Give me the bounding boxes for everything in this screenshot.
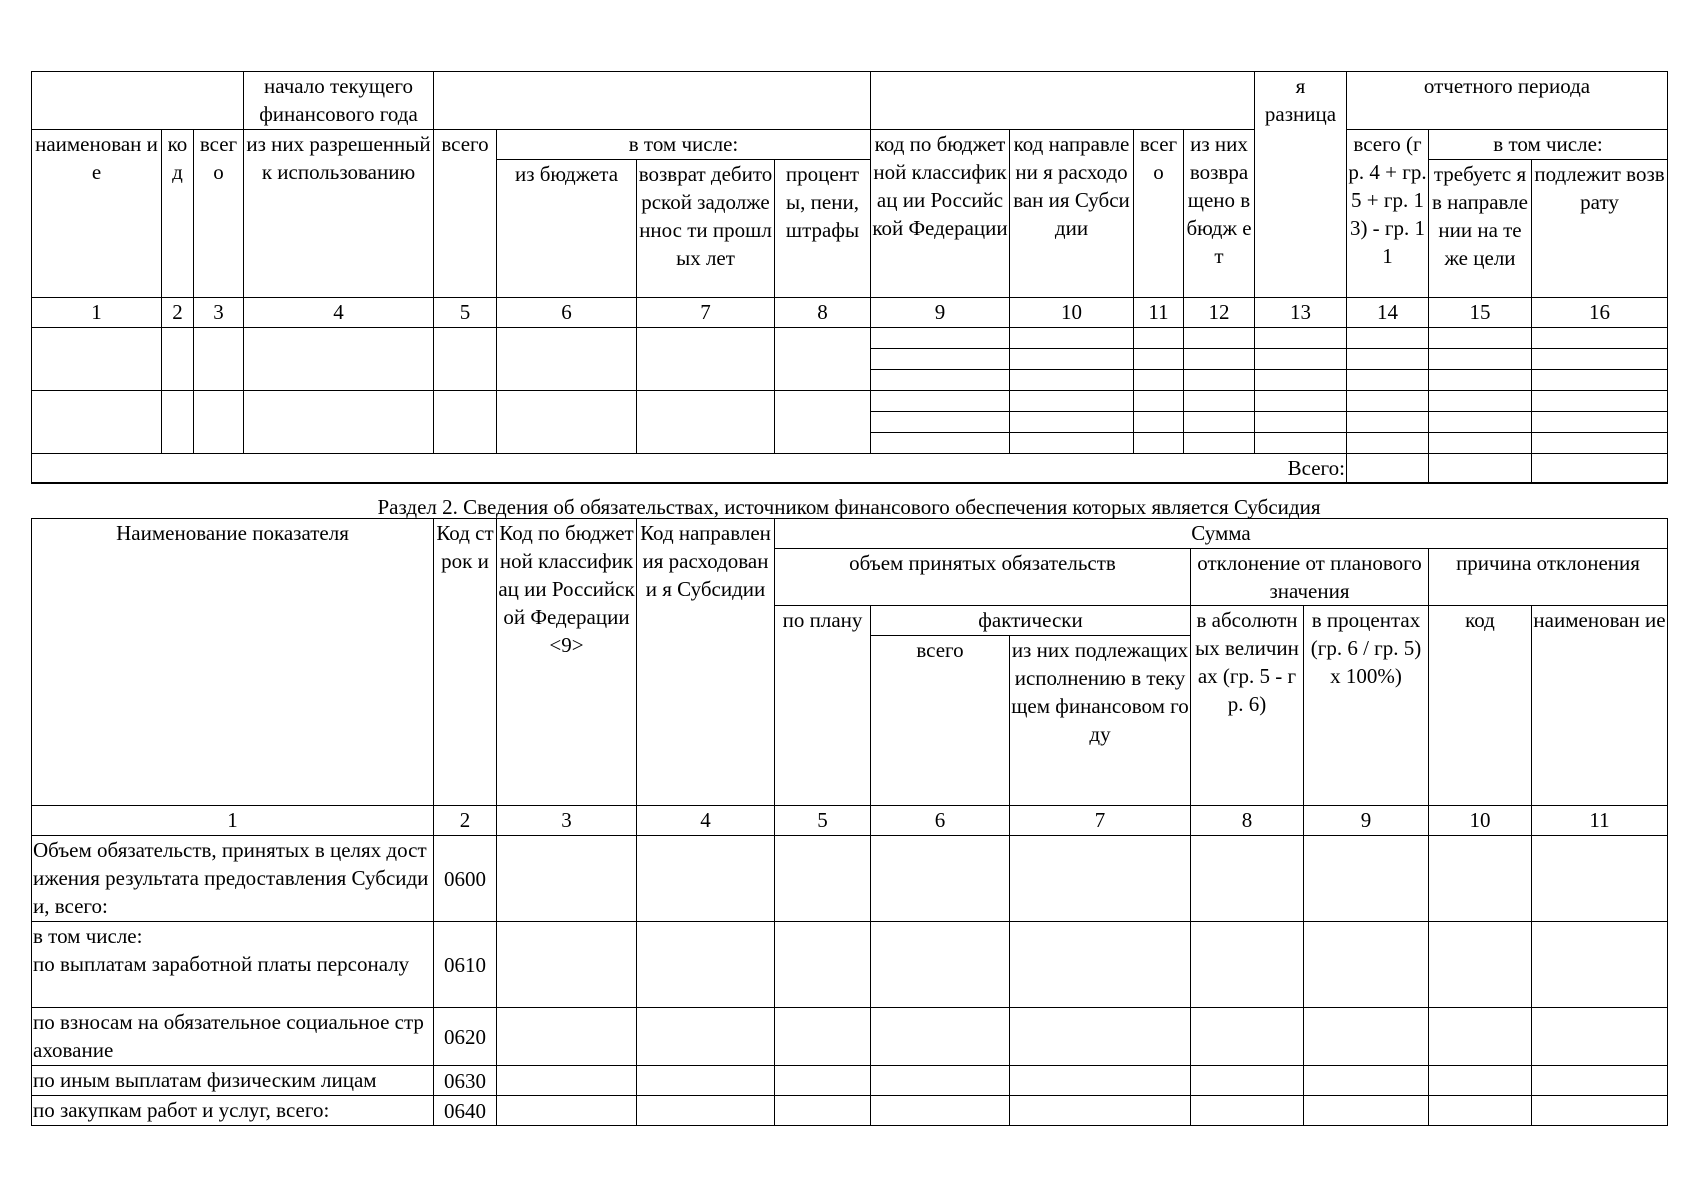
data-cell[interactable] — [1191, 1096, 1304, 1126]
data-cell[interactable] — [775, 1008, 871, 1066]
row-name: Объем обязательств, принятых в целях достижения результата предоставления Субсидии, всего: — [32, 836, 434, 922]
data-cell[interactable] — [1347, 391, 1429, 412]
data-cell[interactable] — [637, 1096, 775, 1126]
data-cell[interactable] — [1429, 349, 1532, 370]
total-cell[interactable] — [1429, 454, 1532, 484]
data-cell[interactable] — [1429, 433, 1532, 454]
data-cell[interactable] — [1532, 836, 1668, 922]
data-cell[interactable] — [1532, 1008, 1668, 1066]
header-pct-deviation: в процентах (гр. 6 / гр. 5) х 100%) — [1304, 606, 1429, 806]
data-cell[interactable] — [1010, 1066, 1191, 1096]
data-cell[interactable] — [1532, 349, 1668, 370]
data-cell[interactable] — [871, 391, 1010, 412]
row-code: 0640 — [434, 1096, 497, 1126]
data-cell[interactable] — [1429, 1096, 1532, 1126]
data-cell[interactable] — [871, 922, 1010, 1008]
header-actual-current-year: из них подлежащих исполнению в текущем финансовом году — [1010, 636, 1191, 806]
data-cell[interactable] — [497, 1066, 637, 1096]
column-number: 10 — [1429, 806, 1532, 836]
data-cell[interactable] — [1304, 1096, 1429, 1126]
column-number: 2 — [434, 806, 497, 836]
data-cell[interactable] — [1429, 328, 1532, 349]
column-number: 7 — [637, 298, 775, 328]
data-cell[interactable] — [1010, 836, 1191, 922]
column-number: 8 — [1191, 806, 1304, 836]
section1-table — [31, 71, 1668, 484]
header-cell-empty — [871, 72, 1255, 130]
data-cell[interactable] — [1191, 1008, 1304, 1066]
section2-heading: Раздел 2. Сведения об обязательствах, источником финансового обеспечения которых является Субсидия — [377, 495, 1321, 519]
header-same-purpose: требуетс я в направле нии на те же цели — [1429, 160, 1532, 298]
data-cell[interactable] — [1532, 433, 1668, 454]
data-cell[interactable] — [1304, 922, 1429, 1008]
data-cell[interactable] — [1255, 349, 1347, 370]
data-cell[interactable] — [244, 328, 434, 391]
column-number: 5 — [775, 806, 871, 836]
data-cell[interactable] — [497, 836, 637, 922]
data-cell[interactable] — [497, 391, 637, 454]
data-cell[interactable] — [775, 1096, 871, 1126]
data-cell[interactable] — [1191, 836, 1304, 922]
data-cell[interactable] — [194, 391, 244, 454]
header-to-return: подлежит возврату — [1532, 160, 1668, 298]
data-cell[interactable] — [1010, 922, 1191, 1008]
data-cell[interactable] — [637, 1066, 775, 1096]
header-bk-code: код по бюджетной классификац ии Российской Федерации — [871, 130, 1010, 298]
data-cell[interactable] — [871, 349, 1010, 370]
data-cell[interactable] — [1255, 433, 1347, 454]
data-cell[interactable] — [497, 922, 637, 1008]
data-cell[interactable] — [1304, 836, 1429, 922]
data-cell[interactable] — [1532, 1066, 1668, 1096]
header-direction-code: Код направления расходовани я Субсидии — [637, 519, 775, 806]
row-code: 0630 — [434, 1066, 497, 1096]
data-cell[interactable] — [871, 1096, 1010, 1126]
data-cell[interactable] — [1010, 370, 1134, 391]
data-cell[interactable] — [1134, 370, 1184, 391]
data-cell[interactable] — [1010, 1008, 1191, 1066]
header-penalties: процент ы, пени, штрафы — [775, 160, 871, 298]
table-row — [32, 1008, 1668, 1066]
data-cell[interactable] — [1255, 328, 1347, 349]
data-cell[interactable] — [1532, 370, 1668, 391]
data-cell[interactable] — [775, 328, 871, 391]
row-name: по закупкам работ и услуг, всего: — [32, 1096, 434, 1126]
header-cell-empty — [32, 72, 244, 130]
header-indicator-name: Наименование показателя — [32, 519, 434, 806]
data-cell[interactable] — [775, 391, 871, 454]
header-sum: Сумма — [775, 519, 1668, 549]
data-cell[interactable] — [1304, 1066, 1429, 1096]
row-name: по взносам на обязательное социальное страхование — [32, 1008, 434, 1066]
data-cell[interactable] — [1184, 391, 1255, 412]
header-total: всег о — [194, 130, 244, 298]
header-abs-deviation: в абсолютн ых величинах (гр. 5 - гр. 6) — [1191, 606, 1304, 806]
data-cell[interactable] — [871, 370, 1010, 391]
column-number: 3 — [497, 806, 637, 836]
data-cell[interactable] — [871, 1066, 1010, 1096]
header-reason-code: код — [1429, 606, 1532, 806]
column-number: 12 — [1184, 298, 1255, 328]
data-cell[interactable] — [1429, 391, 1532, 412]
data-cell[interactable] — [1532, 328, 1668, 349]
data-cell[interactable] — [1532, 391, 1668, 412]
data-cell[interactable] — [1347, 370, 1429, 391]
row-name: по иным выплатам физическим лицам — [32, 1066, 434, 1096]
data-cell[interactable] — [1429, 836, 1532, 922]
row-code: 0600 — [434, 836, 497, 922]
data-cell[interactable] — [1184, 349, 1255, 370]
data-cell[interactable] — [1532, 922, 1668, 1008]
data-cell[interactable] — [1429, 922, 1532, 1008]
data-cell[interactable] — [434, 328, 497, 391]
data-cell[interactable] — [1532, 1096, 1668, 1126]
data-cell[interactable] — [162, 391, 194, 454]
data-cell[interactable] — [775, 1066, 871, 1096]
header-plan: по плану — [775, 606, 871, 806]
column-number: 6 — [871, 806, 1010, 836]
data-cell[interactable] — [1010, 412, 1134, 433]
column-number: 14 — [1347, 298, 1429, 328]
data-cell[interactable] — [1010, 391, 1134, 412]
data-cell[interactable] — [497, 1096, 637, 1126]
header-bk-code: Код по бюджетной классификац ии Российской Федерации <9> — [497, 519, 637, 806]
data-cell[interactable] — [1184, 433, 1255, 454]
data-cell[interactable] — [1184, 412, 1255, 433]
total-cell[interactable] — [1347, 454, 1429, 484]
header-actual: фактически — [871, 606, 1191, 636]
column-number: 2 — [162, 298, 194, 328]
header-total-14: всего (гр. 4 + гр. 5 + гр. 13) - гр. 11 — [1347, 130, 1429, 298]
header-cell-empty — [434, 72, 871, 130]
data-cell[interactable] — [775, 836, 871, 922]
data-cell[interactable] — [162, 328, 194, 391]
data-cell[interactable] — [775, 922, 871, 1008]
column-number: 7 — [1010, 806, 1191, 836]
data-cell[interactable] — [1255, 370, 1347, 391]
data-cell[interactable] — [1347, 349, 1429, 370]
column-number: 8 — [775, 298, 871, 328]
header-reason: причина отклонения — [1429, 549, 1668, 606]
data-cell[interactable] — [497, 1008, 637, 1066]
row-code: 0610 — [434, 922, 497, 1008]
total-label: Всего: — [32, 454, 1347, 484]
data-cell[interactable] — [1134, 412, 1184, 433]
header-total-3: всег о — [1134, 130, 1184, 298]
data-cell[interactable] — [1134, 433, 1184, 454]
total-cell[interactable] — [1532, 454, 1668, 484]
header-in-total: в том числе: — [497, 130, 871, 160]
column-number: 10 — [1010, 298, 1134, 328]
data-cell[interactable] — [871, 433, 1010, 454]
data-cell[interactable] — [1134, 328, 1184, 349]
column-number: 5 — [434, 298, 497, 328]
row-code: 0620 — [434, 1008, 497, 1066]
column-number: 15 — [1429, 298, 1532, 328]
data-cell[interactable] — [1010, 433, 1134, 454]
column-number: 11 — [1134, 298, 1184, 328]
data-cell[interactable] — [32, 391, 162, 454]
header-reason-name: наименован ие — [1532, 606, 1668, 806]
data-cell[interactable] — [1134, 391, 1184, 412]
header-from-budget: из бюджета — [497, 160, 637, 298]
data-cell[interactable] — [637, 922, 775, 1008]
header-row-code: Код строк и — [434, 519, 497, 806]
data-cell[interactable] — [1010, 349, 1134, 370]
header-code: ко д — [162, 130, 194, 298]
data-cell[interactable] — [1191, 922, 1304, 1008]
data-cell[interactable] — [637, 836, 775, 922]
section2-table — [31, 518, 1668, 1126]
data-cell[interactable] — [1429, 412, 1532, 433]
column-number: 13 — [1255, 298, 1347, 328]
data-cell[interactable] — [1347, 433, 1429, 454]
column-number: 1 — [32, 806, 434, 836]
header-start-of-year: начало текущего финансового года — [244, 72, 434, 130]
data-cell[interactable] — [1010, 328, 1134, 349]
data-cell[interactable] — [637, 391, 775, 454]
data-cell[interactable] — [871, 836, 1010, 922]
data-cell[interactable] — [244, 391, 434, 454]
header-deviation: отклонение от планового значения — [1191, 549, 1429, 606]
data-cell[interactable] — [871, 412, 1010, 433]
table-row — [32, 922, 1668, 1008]
header-name: наименован ие — [32, 130, 162, 298]
row-name: в том числе: по выплатам заработной платы персоналу — [32, 922, 434, 1008]
column-number: 9 — [1304, 806, 1429, 836]
data-cell[interactable] — [497, 328, 637, 391]
data-cell[interactable] — [637, 328, 775, 391]
data-cell[interactable] — [1429, 1008, 1532, 1066]
data-cell[interactable] — [1184, 328, 1255, 349]
data-cell[interactable] — [1191, 1066, 1304, 1096]
column-number: 16 — [1532, 298, 1668, 328]
data-cell[interactable] — [1347, 412, 1429, 433]
data-cell[interactable] — [1134, 349, 1184, 370]
header-difference: я разница — [1255, 72, 1347, 298]
data-cell[interactable] — [1255, 391, 1347, 412]
data-cell[interactable] — [1429, 1066, 1532, 1096]
table-row — [32, 836, 1668, 922]
column-number: 3 — [194, 298, 244, 328]
data-cell[interactable] — [1010, 1096, 1191, 1126]
data-cell[interactable] — [871, 328, 1010, 349]
data-cell[interactable] — [1255, 412, 1347, 433]
table-row — [32, 1066, 1668, 1096]
data-cell[interactable] — [871, 1008, 1010, 1066]
header-in-total-2: в том числе: — [1429, 130, 1668, 160]
header-returned: из них возвра щено в бюдж ет — [1184, 130, 1255, 298]
column-number: 6 — [497, 298, 637, 328]
header-total-2: всего — [434, 130, 497, 298]
table-row — [32, 1096, 1668, 1126]
column-number: 9 — [871, 298, 1010, 328]
column-number: 11 — [1532, 806, 1668, 836]
header-receivables: возврат дебиторской задолженнос ти прошлых лет — [637, 160, 775, 298]
data-cell[interactable] — [434, 391, 497, 454]
data-cell[interactable] — [32, 328, 162, 391]
header-actual-total: всего — [871, 636, 1010, 806]
data-cell[interactable] — [1304, 1008, 1429, 1066]
data-cell[interactable] — [1347, 328, 1429, 349]
data-cell[interactable] — [1532, 412, 1668, 433]
data-cell[interactable] — [1184, 370, 1255, 391]
header-direction-code: код направлени я расходован ия Субсидии — [1010, 130, 1134, 298]
header-obligations: объем принятых обязательств — [775, 549, 1191, 606]
column-number: 4 — [244, 298, 434, 328]
header-reporting-period: отчетного периода — [1347, 72, 1668, 130]
header-allowed: из них разрешенный к использованию — [244, 130, 434, 298]
column-number: 1 — [32, 298, 162, 328]
data-cell[interactable] — [194, 328, 244, 391]
column-number: 4 — [637, 806, 775, 836]
data-cell[interactable] — [1429, 370, 1532, 391]
data-cell[interactable] — [637, 1008, 775, 1066]
